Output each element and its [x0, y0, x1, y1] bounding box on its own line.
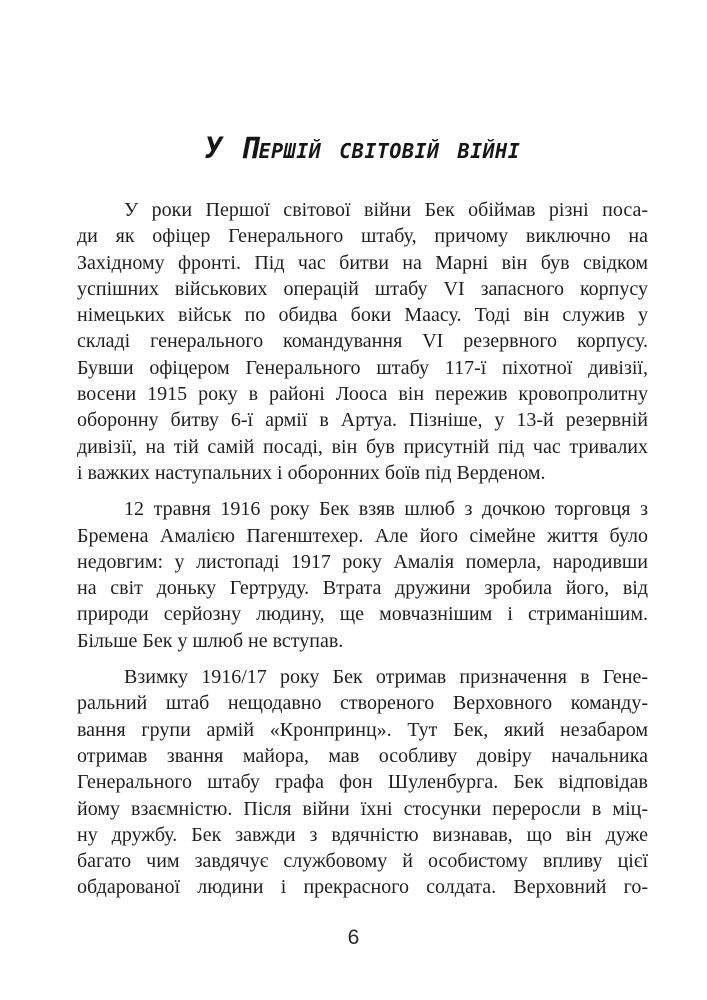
text-line: ну дружбу. Бек завжди з вдячністю визнавав, що він дуже: [77, 823, 648, 846]
page-number: 6: [347, 926, 360, 949]
text-line: ральний штаб нещодавно створеного Верховного команду-: [77, 692, 648, 715]
text-line: У роки Першої світової війни Бек обіймав різні поса-: [124, 199, 648, 221]
text-line: Взимку 1916/17 року Бек отримав призначення в Гене-: [124, 666, 648, 689]
text-line: Бувши офіцером Генерального штабу 117-ї піхотної дивізії,: [77, 356, 648, 379]
text-line: обдарованої людини і прекрасного солдата. Верховний го-: [77, 876, 648, 899]
chapter-title: У Першій світовій війні: [204, 131, 521, 166]
text-line: успішних військових операцій штабу VI запасного корпусу: [77, 277, 648, 300]
text-line: восени 1915 року в районі Лооса він пережив кровопролитну: [77, 383, 648, 406]
text-line: на світ доньку Гертруду. Втрата дружини зробила його, від: [77, 577, 648, 600]
text-line: німецьких військ по обидва боки Маасу. Тоді він служив у: [77, 304, 648, 327]
text-line: отримав звання майора, мав особливу довіру начальника: [77, 744, 648, 767]
paragraph: [77, 664, 648, 901]
text-line: оборонну битву 6-ї армії в Артуа. Пізніше, у 13-й резервній: [77, 409, 648, 432]
text-line: вання групи армій «Кронпринц». Тут Бек, який незабаром: [77, 718, 648, 741]
text-line: 12 травня 1916 року Бек взяв шлюб з дочкою торговця з: [124, 498, 648, 521]
text-line: недовгим: у листопаді 1917 року Амалія померла, народивши: [77, 550, 648, 573]
text-line: Більше Бек у шлюб не вступав.: [77, 629, 344, 652]
paragraph: [77, 496, 648, 654]
text-line: дивізії, на тій самій посаді, він був присутній під час тривалих: [77, 435, 648, 458]
text-line: складі генерального командування VI резервного корпусу.: [77, 330, 648, 353]
paragraph: [77, 197, 648, 486]
text-line: Генерального штабу графа фон Шуленбурга. Бек відповідав: [77, 771, 648, 794]
text-line: Бремена Амалією Пагенштехер. Але його сімейне життя було: [77, 524, 648, 547]
text-line: багато чим завдячує службовому й особистому впливу цієї: [77, 850, 648, 873]
text-line: і важких наступальних і оборонних боїв під Верденом.: [77, 461, 546, 484]
text-line: Західному фронті. Під час битви на Марні він був свідком: [77, 251, 648, 274]
body-text: [77, 197, 648, 911]
text-line: йому взаємністю. Після війни їхні стосунки переросли в міц-: [77, 797, 648, 820]
text-line: природи серйозну людину, ще мовчазнішим і стриманішим.: [77, 603, 648, 626]
text-line: ди як офіцер Генерального штабу, причому виключно на: [77, 225, 648, 248]
